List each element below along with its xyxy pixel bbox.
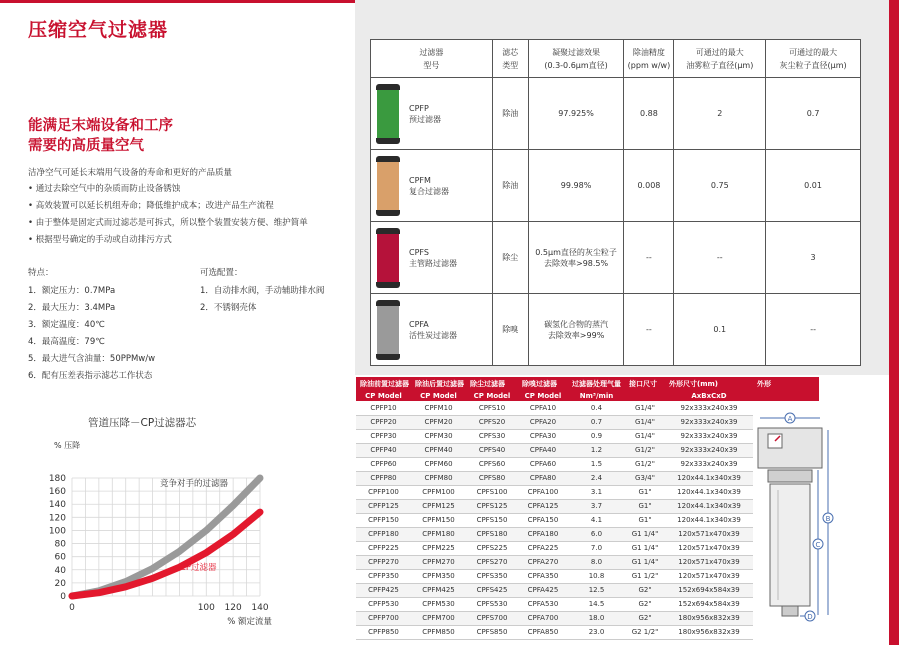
- coalescing-model: CPFM60: [411, 457, 466, 471]
- oil-precision: --: [624, 294, 674, 366]
- model-header-cell: 外形: [753, 377, 819, 390]
- prefilter-model: CPFP150: [356, 513, 411, 527]
- odor-model: CPFA30: [518, 429, 568, 443]
- y-tick-label: 0: [60, 592, 66, 602]
- odor-model: CPFA270: [518, 555, 568, 569]
- dust-model: CPFS20: [466, 415, 518, 429]
- odor-model: CPFA80: [518, 471, 568, 485]
- element-type: 除油: [492, 150, 528, 222]
- y-tick-label: 160: [48, 487, 66, 498]
- port-size: G1": [625, 513, 665, 527]
- dust-particle-size: 0.7: [766, 78, 861, 150]
- port-size: G1/4": [625, 429, 665, 443]
- element-type: 除油: [492, 78, 528, 150]
- prefilter-model: CPFP125: [356, 499, 411, 513]
- dust-model: CPFS10: [466, 401, 518, 415]
- spec-header-cell: 凝聚过滤效果 (0.3-0.6μm直径): [528, 40, 624, 78]
- benefit-item: • 高效装置可以延长机组寿命；降低维护成本；改进产品生产流程: [28, 198, 308, 215]
- odor-model: CPFA10: [518, 401, 568, 415]
- dimensions: 120x571x470x39: [665, 555, 753, 569]
- prefilter-model: CPFP100: [356, 485, 411, 499]
- port-size: G1/4": [625, 415, 665, 429]
- prefilter-model: CPFP850: [356, 625, 411, 639]
- port-size: G2": [625, 611, 665, 625]
- intro-text: 洁净空气可延长末端用气设备的寿命和更好的产品质量: [28, 168, 233, 178]
- port-size: G1": [625, 499, 665, 513]
- coalescing-model: CPFM225: [411, 541, 466, 555]
- oil-particle-size: 0.1: [674, 294, 766, 366]
- chart-title: 管道压降－CP过滤器芯: [88, 417, 197, 429]
- flow-rate: 7.0: [568, 541, 625, 555]
- benefit-item: • 根据型号确定的手动或自动排污方式: [28, 232, 308, 249]
- coalescing-model: CPFM530: [411, 597, 466, 611]
- dust-model: CPFS850: [466, 625, 518, 639]
- coalescing-model: CPFM150: [411, 513, 466, 527]
- oil-particle-size: 2: [674, 78, 766, 150]
- model-name: 主管路过滤器: [409, 258, 457, 268]
- port-size: G1": [625, 485, 665, 499]
- model-code: CPFP: [409, 103, 429, 113]
- model-subheader-cell: CP Model: [411, 390, 466, 401]
- dimensions: 92x333x240x39: [665, 457, 753, 471]
- prefilter-model: CPFP270: [356, 555, 411, 569]
- flow-rate: 0.4: [568, 401, 625, 415]
- prefilter-model: CPFP225: [356, 541, 411, 555]
- feature-item: 1．额定压力：0.7MPa: [28, 286, 116, 296]
- prefilter-model: CPFP530: [356, 597, 411, 611]
- model-name: 活性炭过滤器: [409, 330, 457, 340]
- model-header-cell: 除嗅过滤器: [518, 377, 568, 390]
- dimensions: 120x44.1x340x39: [665, 471, 753, 485]
- filter-collar: [768, 470, 812, 482]
- x-tick-label: 120: [224, 603, 242, 613]
- odor-model: CPFA425: [518, 583, 568, 597]
- model-header-cell: 接口尺寸: [625, 377, 665, 390]
- port-size: G1/2": [625, 457, 665, 471]
- benefit-item: • 由于整体是固定式而过滤芯是可拆式，所以整个装置安装方便、维护简单: [28, 215, 308, 232]
- odor-model: CPFA100: [518, 485, 568, 499]
- dust-model: CPFS150: [466, 513, 518, 527]
- model-subheader-cell: CP Model: [466, 390, 518, 401]
- dust-particle-size: 3: [766, 222, 861, 294]
- dust-model: CPFS40: [466, 443, 518, 457]
- odor-model: CPFA125: [518, 499, 568, 513]
- model-cell: [371, 222, 493, 294]
- oil-particle-size: 0.75: [674, 150, 766, 222]
- filter-bowl: [770, 484, 810, 606]
- coalescing-model: CPFM850: [411, 625, 466, 639]
- y-axis-label: % 压降: [54, 441, 81, 450]
- model-subheader-cell: Nm³/min: [568, 390, 625, 401]
- spec-header-cell: 除油精度 (ppm w/w): [624, 40, 674, 78]
- oil-precision: --: [624, 222, 674, 294]
- spec-header-cell: 滤芯 类型: [492, 40, 528, 78]
- prefilter-model: CPFP180: [356, 527, 411, 541]
- dimensions: 92x333x240x39: [665, 415, 753, 429]
- flow-rate: 6.0: [568, 527, 625, 541]
- dust-model: CPFS350: [466, 569, 518, 583]
- port-size: G1 1/4": [625, 541, 665, 555]
- dimensions: 120x571x470x39: [665, 527, 753, 541]
- port-size: G2": [625, 583, 665, 597]
- subtitle-line-2: 需要的高质量空气: [28, 138, 144, 154]
- spec-row: [371, 294, 861, 366]
- drain-valve: [782, 606, 798, 616]
- efficiency: 97.925%: [528, 78, 624, 150]
- port-size: G1 1/4": [625, 555, 665, 569]
- model-cell: [371, 294, 493, 366]
- y-tick-label: 60: [54, 552, 66, 563]
- efficiency: 0.5μm直径的灰尘粒子 去除效率>98.5%: [528, 222, 624, 294]
- dimension-label: B: [825, 515, 831, 523]
- odor-model: CPFA700: [518, 611, 568, 625]
- coalescing-model: CPFM80: [411, 471, 466, 485]
- dust-model: CPFS225: [466, 541, 518, 555]
- odor-model: CPFA180: [518, 527, 568, 541]
- flow-rate: 3.7: [568, 499, 625, 513]
- subtitle-line-1: 能满足末端设备和工序: [28, 118, 173, 134]
- model-header-row: [356, 377, 819, 390]
- x-axis-label: % 额定流量: [227, 617, 272, 627]
- coalescing-model: CPFM100: [411, 485, 466, 499]
- model-code: CPFM: [409, 175, 431, 185]
- flow-rate: 4.1: [568, 513, 625, 527]
- y-tick-label: 40: [54, 565, 66, 576]
- prefilter-model: CPFP10: [356, 401, 411, 415]
- odor-model: CPFA350: [518, 569, 568, 583]
- flow-rate: 14.5: [568, 597, 625, 611]
- y-tick-label: 140: [48, 500, 66, 511]
- x-tick-label: 0: [69, 603, 75, 613]
- flow-rate: 8.0: [568, 555, 625, 569]
- option-item: 2．不锈钢壳体: [200, 303, 257, 313]
- dust-model: CPFS60: [466, 457, 518, 471]
- dust-model: CPFS270: [466, 555, 518, 569]
- filter-spec-table: [370, 39, 861, 366]
- series-label-cp: CP过滤器: [180, 563, 217, 573]
- model-cell: [371, 150, 493, 222]
- pressure-drop-chart: [30, 432, 280, 632]
- element-type: 除嗅: [492, 294, 528, 366]
- benefit-list: [28, 181, 308, 249]
- port-size: G1/2": [625, 443, 665, 457]
- spec-header-cell: 可通过的最大 油雾粒子直径(μm): [674, 40, 766, 78]
- flow-rate: 2.4: [568, 471, 625, 485]
- x-tick-label: 100: [197, 603, 215, 613]
- dust-model: CPFS80: [466, 471, 518, 485]
- series-label-competitor: 竞争对手的过滤器: [160, 479, 229, 489]
- feature-item: 5．最大进气含油量：50PPMw/w: [28, 354, 156, 364]
- model-header-cell: 过滤器处理气量: [568, 377, 625, 390]
- oil-precision: 0.88: [624, 78, 674, 150]
- port-size: G1 1/2": [625, 569, 665, 583]
- dimensions: 92x333x240x39: [665, 429, 753, 443]
- y-tick-label: 120: [48, 513, 66, 524]
- flow-rate: 10.8: [568, 569, 625, 583]
- model-header-cell: 除尘过滤器: [466, 377, 518, 390]
- benefit-item: • 通过去除空气中的杂质而防止设备锈蚀: [28, 181, 308, 198]
- filter-cartridge-image: [377, 156, 399, 216]
- dimensions: 92x333x240x39: [665, 401, 753, 415]
- model-text: [409, 247, 457, 269]
- dimension-label: D: [807, 613, 813, 621]
- coalescing-model: CPFM125: [411, 499, 466, 513]
- y-tick-label: 180: [48, 474, 66, 484]
- coalescing-model: CPFM425: [411, 583, 466, 597]
- port-size: G2": [625, 597, 665, 611]
- spec-row: [371, 78, 861, 150]
- dust-model: CPFS180: [466, 527, 518, 541]
- prefilter-model: CPFP80: [356, 471, 411, 485]
- dimensions: 120x571x470x39: [665, 541, 753, 555]
- dimensions: 120x44.1x340x39: [665, 499, 753, 513]
- filter-cartridge-image: [377, 300, 399, 360]
- prefilter-model: CPFP20: [356, 415, 411, 429]
- odor-model: CPFA60: [518, 457, 568, 471]
- y-tick-label: 80: [54, 539, 66, 550]
- y-tick-label: 20: [54, 578, 66, 589]
- coalescing-model: CPFM40: [411, 443, 466, 457]
- oil-precision: 0.008: [624, 150, 674, 222]
- dimensions: 152x694x584x39: [665, 583, 753, 597]
- spec-row: [371, 222, 861, 294]
- coalescing-model: CPFM10: [411, 401, 466, 415]
- filter-dimension-drawing: [748, 410, 848, 640]
- dimensions: 120x571x470x39: [665, 569, 753, 583]
- efficiency: 碳氢化合物的蒸汽 去除效率>99%: [528, 294, 624, 366]
- dust-model: CPFS425: [466, 583, 518, 597]
- prefilter-model: CPFP60: [356, 457, 411, 471]
- model-text: [409, 103, 441, 125]
- features-heading: 特点：: [28, 268, 54, 278]
- prefilter-model: CPFP700: [356, 611, 411, 625]
- element-type: 除尘: [492, 222, 528, 294]
- model-cell: [371, 78, 493, 150]
- flow-rate: 3.1: [568, 485, 625, 499]
- filter-cartridge-image: [377, 228, 399, 288]
- feature-item: 6．配有压差表指示滤芯工作状态: [28, 371, 153, 381]
- dimensions: 120x44.1x340x39: [665, 485, 753, 499]
- dust-particle-size: 0.01: [766, 150, 861, 222]
- flow-rate: 12.5: [568, 583, 625, 597]
- flow-rate: 18.0: [568, 611, 625, 625]
- odor-model: CPFA40: [518, 443, 568, 457]
- model-subheader-cell: CP Model: [356, 390, 411, 401]
- flow-rate: 0.9: [568, 429, 625, 443]
- section-subtitle: [28, 116, 173, 156]
- prefilter-model: CPFP350: [356, 569, 411, 583]
- model-subheader-row: [356, 390, 819, 401]
- model-name: 复合过滤器: [409, 186, 449, 196]
- features-list: [28, 283, 155, 385]
- model-code: CPFA: [409, 319, 429, 329]
- dimensions: 92x333x240x39: [665, 443, 753, 457]
- dust-model: CPFS125: [466, 499, 518, 513]
- dimension-label: C: [815, 541, 821, 549]
- coalescing-model: CPFM350: [411, 569, 466, 583]
- dimensions: 180x956x832x39: [665, 625, 753, 639]
- prefilter-model: CPFP40: [356, 443, 411, 457]
- dust-particle-size: --: [766, 294, 861, 366]
- dimensions: 180x956x832x39: [665, 611, 753, 625]
- page-title: 压缩空气过滤器: [28, 19, 169, 41]
- options-heading: 可选配置：: [200, 268, 243, 278]
- coalescing-model: CPFM180: [411, 527, 466, 541]
- model-text: [409, 175, 449, 197]
- spec-header-row: [371, 40, 861, 78]
- odor-model: CPFA225: [518, 541, 568, 555]
- dimension-label: A: [787, 415, 793, 423]
- feature-item: 4．最高温度：79℃: [28, 337, 105, 347]
- port-size: G1 1/4": [625, 527, 665, 541]
- filter-cartridge-image: [377, 84, 399, 144]
- model-header-cell: 除油后置过滤器: [411, 377, 466, 390]
- odor-model: CPFA850: [518, 625, 568, 639]
- port-size: G1/4": [625, 401, 665, 415]
- x-tick-label: 140: [251, 603, 269, 613]
- model-header-cell: 除油前置过滤器: [356, 377, 411, 390]
- flow-rate: 1.2: [568, 443, 625, 457]
- y-tick-label: 100: [48, 526, 66, 537]
- odor-model: CPFA530: [518, 597, 568, 611]
- model-code: CPFS: [409, 247, 429, 257]
- model-header-cell: 外形尺寸(mm): [665, 377, 753, 390]
- spec-header-cell: 过滤器 型号: [371, 40, 493, 78]
- spec-row: [371, 150, 861, 222]
- oil-particle-size: --: [674, 222, 766, 294]
- coalescing-model: CPFM30: [411, 429, 466, 443]
- model-subheader-cell: [625, 390, 665, 401]
- coalescing-model: CPFM20: [411, 415, 466, 429]
- model-subheader-cell: [753, 390, 819, 401]
- model-subheader-cell: AxBxCxD: [665, 390, 753, 401]
- prefilter-model: CPFP30: [356, 429, 411, 443]
- flow-rate: 0.7: [568, 415, 625, 429]
- feature-item: 2．最大压力：3.4MPa: [28, 303, 116, 313]
- dust-model: CPFS100: [466, 485, 518, 499]
- model-name: 预过滤器: [409, 114, 441, 124]
- dust-model: CPFS700: [466, 611, 518, 625]
- page-edge-stripe: [889, 0, 899, 645]
- dust-model: CPFS530: [466, 597, 518, 611]
- prefilter-model: CPFP425: [356, 583, 411, 597]
- dimensions: 120x44.1x340x39: [665, 513, 753, 527]
- coalescing-model: CPFM270: [411, 555, 466, 569]
- model-text: [409, 319, 457, 341]
- dimensions: 152x694x584x39: [665, 597, 753, 611]
- model-subheader-cell: CP Model: [518, 390, 568, 401]
- option-item: 1．自动排水阀，手动辅助排水阀: [200, 286, 325, 296]
- odor-model: CPFA20: [518, 415, 568, 429]
- spec-header-cell: 可通过的最大 灰尘粒子直径(μm): [766, 40, 861, 78]
- coalescing-model: CPFM700: [411, 611, 466, 625]
- odor-model: CPFA150: [518, 513, 568, 527]
- dust-model: CPFS30: [466, 429, 518, 443]
- flow-rate: 23.0: [568, 625, 625, 639]
- port-size: G3/4": [625, 471, 665, 485]
- options-list: [200, 283, 324, 317]
- flow-rate: 1.5: [568, 457, 625, 471]
- feature-item: 3．额定温度：40℃: [28, 320, 105, 330]
- port-size: G2 1/2": [625, 625, 665, 639]
- efficiency: 99.98%: [528, 150, 624, 222]
